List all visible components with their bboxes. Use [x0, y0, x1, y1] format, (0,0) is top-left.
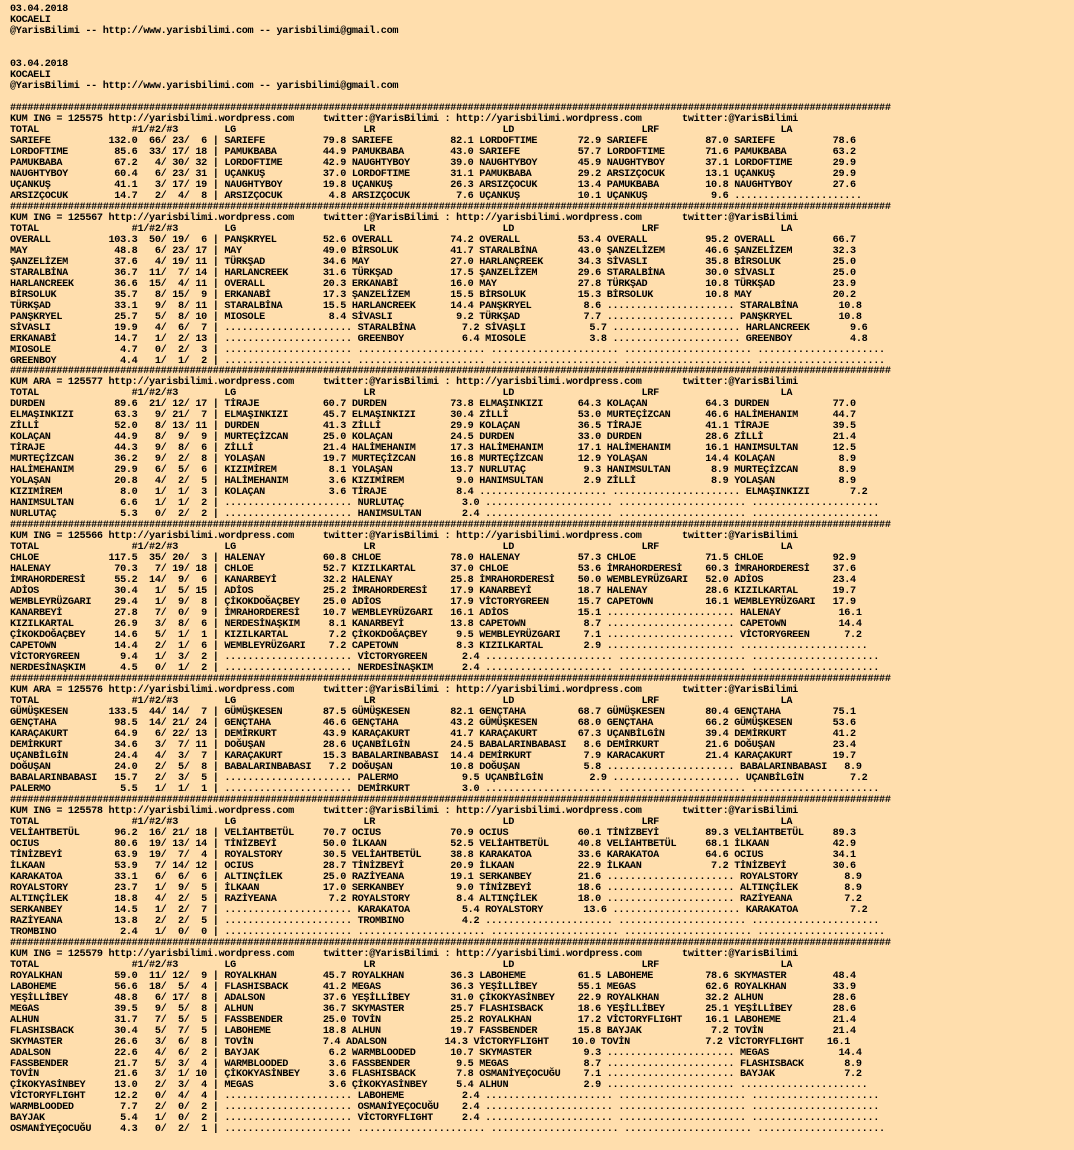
report-line: KARAÇAKURT 64.9 6/ 22/ 13 | DEMİRKURT 43.9 KARAÇAKURT 41.7 KARAÇAKURT 67.3 UÇANBİLGİN 39.4 DEMİRKURT 41.2 — [10, 728, 856, 740]
report-line: HARLANCREEK 36.6 15/ 4/ 11 | OVERALL 20.3 ERKANABİ 16.0 MAY 27.8 TÜRKŞAD 10.8 TÜRKŞAD 23.9 — [10, 278, 856, 290]
report-line: SKYMASTER 26.6 3/ 6/ 8 | TOVİN 7.4 ADALSON 14.3 VİCTORYFLIGHT 10.0 TOVİN 7.2 VİCTORYFLIGHT 16.1 — [10, 1036, 851, 1048]
report-line: 03.04.2018 — [10, 4, 68, 15]
report-line: KUM ING = 125575 http://yarisbilimi.wordpress.com twitter:@YarisBilimi : http://yarisbilimi.wordpress.com twitter:@YarisBilimi — [10, 113, 798, 125]
report-line: VİCTORYFLIGHT 12.2 0/ 4/ 4 | ...................... LABOHEME 2.4 ...................... ...................... ...................... — [10, 1091, 880, 1103]
report-line: ELMAŞINKIZI 63.3 9/ 21/ 7 | ELMAŞINKIZI 45.7 ELMAŞINKIZI 30.4 ZİLLİ 53.0 MURTEÇİZCAN 46.6 HALİMEHANIM 44.7 — [10, 410, 856, 422]
report-line: KUM ING = 125578 http://yarisbilimi.wordpress.com twitter:@YarisBilimi : http://yarisbilimi.wordpress.com twitter:@YarisBilimi — [10, 805, 798, 817]
report-line: PANŞKRYEL 25.7 5/ 8/ 10 | MIOSOLE 8.4 SİVASLI 9.2 TÜRKŞAD 7.7 ...................... PANŞKRYEL 10.8 — [10, 311, 862, 323]
report-line: TÜRKŞAD 33.1 9/ 8/ 11 | STARALBİNA 15.5 HARLANCREEK 14.4 PANŞKRYEL 8.6 ...................... STARALBİNA 10.8 — [10, 300, 862, 312]
report-line: ŞANZELİZEM 37.6 4/ 19/ 11 | TÜRKŞAD 34.6 MAY 27.0 HARLANÇREEK 34.3 SİVASLI 35.8 BİRSOLUK 25.0 — [10, 256, 856, 268]
report-line: @YarisBilimi -- http://www.yarisbilimi.com -- yarisbilimi@gmail.com — [10, 25, 399, 37]
report-line: TOTAL #1/#2/#3 LG LR LD LRF LA — [10, 124, 793, 136]
report-line: TOTAL #1/#2/#3 LG LR LD LRF LA — [10, 223, 793, 235]
report-line: HANIMSULTAN 6.6 1/ 1/ 2 | ...................... NURLUTAÇ 3.0 ...................... ...................... ...................... — [10, 498, 880, 510]
report-line: MAY 48.8 6/ 23/ 17 | MAY 49.0 BİRSOLUK 41.7 STARALBİNA 43.0 ŞANZELİZEM 46.6 ŞANZELİZEM 32.3 — [10, 245, 856, 257]
report-line: NERDESİNAŞKIM 4.5 0/ 1/ 2 | ...................... NERDESİNAŞKIM 2.4 ...................... ...................... ...................... — [10, 663, 880, 675]
report-line: DOĞUŞAN 24.0 2/ 5/ 8 | BABALARINBABASI 7.2 DOĞUŞAN 10.8 DOĞUŞAN 5.8 ...................... BABALARINBABASI 8.9 — [10, 761, 862, 773]
report-line — [10, 92, 1074, 103]
report-line: PALERMO 5.5 1/ 1/ 1 | ...................... DEMİRKURT 3.0 ...................... ...................... ...................... — [10, 783, 880, 795]
report-line: İLKAAN 53.9 7/ 14/ 12 | OCIUS 28.7 TİNİZBEYİ 20.9 İLKAAN 22.9 İLKAAN 7.2 TİNİZBEYİ 30.6 — [10, 860, 856, 872]
report-line: SERKANBEY 14.5 1/ 2/ 7 | ...................... KARAKATOA 5.4 ROYALSTORY 13.6 ...................... KARAKATOA 7.2 — [10, 904, 868, 916]
report-line: KANARBEYİ 27.8 7/ 0/ 9 | İMRAHORDERESİ 10.7 WEMBLEYRÜZGARI 16.1 ADİOS 15.1 ...................... HALENAY 16.1 — [10, 608, 862, 620]
report-line: BABALARINBABASI 15.7 2/ 3/ 5 | ...................... PALERMO 9.5 UÇANBİLGİN 2.9 ...................... UÇANBİLGİN 7.2 — [10, 772, 868, 784]
report-line: NAUGHTYBOY 60.4 6/ 23/ 31 | UÇANKUŞ 37.0 LORDOFTIME 31.1 PAMUKBABA 29.2 ARSIZÇOCUK 13.1 UÇANKUŞ 29.9 — [10, 168, 856, 180]
report-line: KUM ING = 125579 http://yarisbilimi.wordpress.com twitter:@YarisBilimi : http://yarisbilimi.wordpress.com twitter:@YarisBilimi — [10, 948, 798, 960]
report-line: KIZIMİREM 8.0 1/ 1/ 3 | KOLAÇAN 3.6 TİRAJE 8.4 ...................... ...................... ELMAŞINKIZI 7.2 — [10, 487, 868, 499]
report-line: BAYJAK 5.4 1/ 0/ 2 | ...................... VİCTORYFLIGHT 2.4 ...................... ...................... ...................... — [10, 1113, 880, 1125]
report-line: KARAKATOA 33.1 6/ 6/ 6 | ALTINÇİLEK 25.0 RAZİYEANA 19.1 SERKANBEY 21.6 ...................... ROYALSTORY 8.9 — [10, 871, 862, 883]
report-line: UÇANBİLGİN 24.4 4/ 3/ 7 | KARAÇAKURT 15.3 BABALARINBABASI 14.4 DEMİRKURT 7.9 KARACAKURT 21.4 KARAÇAKURT 19.7 — [10, 750, 856, 762]
report-line: MURTEÇİZCAN 36.2 9/ 2/ 8 | YOLAŞAN 19.7 MURTEÇİZCAN 16.8 MURTEÇİZCAN 12.9 YOLAŞAN 14.4 KOLAÇAN 8.9 — [10, 454, 856, 466]
report-line: ######################################################################################################################################################## — [10, 102, 891, 114]
report-line: DEMİRKURT 34.6 3/ 7/ 11 | DOĞUŞAN 28.6 UÇANBİLGİN 24.5 BABALARINBABASI 8.6 DEMİRKURT 21.6 DOĞUŞAN 23.4 — [10, 739, 856, 751]
report-line: ARSIZÇOCUK 14.7 2/ 4/ 8 | ARSIZÇOCUK 4.8 ARSIZÇOCUK 7.6 UÇANKUŞ 10.1 UÇANKUŞ 9.6 ...................... — [10, 190, 862, 202]
report-line: ROYALKHAN 59.0 11/ 12/ 9 | ROYALKHAN 45.7 ROYALKHAN 36.3 LABOHEME 61.5 LABOHEME 78.6 SKYMASTER 48.4 — [10, 970, 856, 982]
report-line: LABOHEME 56.6 18/ 5/ 4 | FLASHISBACK 41.2 MEGAS 36.3 YEŞİLLİBEY 55.1 MEGAS 62.6 ROYALKHAN 33.9 — [10, 981, 856, 993]
report-line: 03.04.2018 — [10, 58, 68, 70]
report-line: VELİAHTBETÜL 96.2 16/ 21/ 18 | VELİAHTBETÜL 70.7 OCIUS 70.9 OCIUS 60.1 TİNİZBEYİ 89.3 VELİAHTBETÜL 89.3 — [10, 827, 856, 839]
report-line: RAZİYEANA 13.8 2/ 2/ 5 | ...................... TROMBINO 4.2 ...................... ...................... ...................... — [10, 915, 880, 927]
report-line: TİNİZBEYİ 63.9 19/ 7/ 4 | ROYALSTORY 30.5 VELİAHTBETÜL 38.8 KARAKATOA 33.6 KARAKATOA 64.6 OCIUS 34.1 — [10, 849, 856, 861]
report-line: TROMBINO 2.4 1/ 0/ 0 | ...................... ...................... ...................... ...................... ...................... — [10, 926, 885, 938]
report-line: SİVASLI 19.9 4/ 6/ 7 | ...................... STARALBİNA 7.2 SİVAŞLI 5.7 ...................... HARLANCREEK 9.6 — [10, 322, 868, 334]
report-line: ADİOS 30.4 1/ 5/ 15 | ADİOS 25.2 İMRAHORDERESİ 17.9 KANARBEYİ 18.7 HALENAY 28.6 KIZILKARTAL 19.7 — [10, 586, 856, 598]
report-line: MEGAS 39.5 9/ 5/ 8 | ALHUN 36.7 SKYMASTER 25.7 FLASHISBACK 18.6 YEŞİLLİBEY 25.1 YEŞİLLİBEY 28.6 — [10, 1003, 856, 1015]
report-line: KUM ING = 125567 http://yarisbilimi.wordpress.com twitter:@YarisBilimi : http://yarisbilimi.wordpress.com twitter:@YarisBilimi — [10, 212, 798, 224]
report-line: WARMBLOODED 7.7 2/ 0/ 2 | ...................... OSMANİYEÇOCUĞU 2.4 ...................... ...................... ...................... — [10, 1102, 880, 1114]
report-line: HALİMEHANIM 29.9 6/ 5/ 6 | KIZIMİREM 8.1 YOLAŞAN 13.7 NURLUTAÇ 9.3 HANIMSULTAN 8.9 MURTEÇİZCAN 8.9 — [10, 465, 856, 477]
report-line: KUM ARA = 125577 http://yarisbilimi.wordpress.com twitter:@YarisBilimi : http://yarisbilimi.wordpress.com twitter:@YarisBilimi — [10, 377, 798, 389]
report-line: OCIUS 80.6 19/ 13/ 14 | TİNİZBEYİ 50.0 İLKAAN 52.5 VELİAHTBETÜL 40.8 VELİAHTBETÜL 68.1 İLKAAN 42.9 — [10, 838, 856, 850]
report-line: ######################################################################################################################################################## — [10, 937, 891, 949]
report-line: FLASHISBACK 30.4 5/ 7/ 5 | LABOHEME 18.8 ALHUN 19.7 FASSBENDER 15.8 BAYJAK 7.2 TOVİN 21.4 — [10, 1025, 856, 1037]
report-line: GÜMÜŞKESEN 133.5 44/ 14/ 7 | GÜMÜŞKESEN 87.5 GÜMÜŞKESEN 82.1 GENÇTAHA 68.7 GÜMÜŞKESEN 80.4 GENÇTAHA 75.1 — [10, 707, 856, 718]
report-line: UÇANKUŞ 41.1 3/ 17/ 19 | NAUGHTYBOY 19.8 UÇANKUŞ 26.3 ARSIZÇOCUK 13.4 PAMUKBABA 10.8 NAUGHTYBOY 27.6 — [10, 179, 856, 191]
report-line: STARALBİNA 36.7 11/ 7/ 14 | HARLANCREEK 31.6 TÜRKŞAD 17.5 ŞANZELİZEM 29.6 STARALBİNA 30.0 SİVASLI 25.0 — [10, 267, 856, 279]
report-line: ######################################################################################################################################################## — [10, 201, 891, 213]
report-line: ALTINÇİLEK 18.8 4/ 2/ 5 | RAZİYEANA 7.2 ROYALSTORY 8.4 ALTINÇİLEK 18.0 ...................... RAZİYEANA 7.2 — [10, 893, 862, 905]
report-line: HALENAY 70.3 7/ 19/ 18 | CHLOE 52.7 KIZILKARTAL 37.0 CHLOE 53.6 İMRAHORDERESİ 60.3 İMRAHORDERESİ 37.6 — [10, 564, 856, 576]
report-line: CAPETOWN 14.4 2/ 1/ 6 | WEMBLEYRÜZGARI 7.2 CAPETOWN 8.3 KIZILKARTAL 2.9 ...................... ...................... — [10, 641, 868, 653]
report-line: YEŞİLLİBEY 48.8 6/ 17/ 8 | ADALSON 37.6 YEŞİLLİBEY 31.0 ÇİKOKYASİNBEY 22.9 ROYALKHAN 32.2 ALHUN 28.6 — [10, 992, 856, 1004]
report-line: CHLOE 117.5 35/ 20/ 3 | HALENAY 60.8 CHLOE 78.0 HALENAY 57.3 CHLOE 71.5 CHLOE 92.9 — [10, 553, 856, 565]
report-line: ZİLLİ 52.0 8/ 13/ 11 | DURDEN 41.3 ZİLLİ 29.9 KOLAÇAN 36.5 TİRAJE 41.1 TİRAJE 39.5 — [10, 421, 856, 433]
report-line: TİRAJE 44.3 9/ 8/ 6 | ZİLLİ 21.4 HALİMEHANIM 17.3 HALİMEHANIM 17.1 HALİMEHANIM 16.1 HANIMSULTAN 12.5 — [10, 443, 856, 455]
report-line: ######################################################################################################################################################## — [10, 674, 891, 686]
report-line: WEMBLEYRÜZGARI 29.4 1/ 9/ 8 | ÇİKOKDOĞAÇBEY 25.0 ADİOS 17.9 VİCTORYGREEN 15.7 CAPETOWN 16.1 WEMBLEYRÜZGARI 17.9 — [10, 597, 856, 609]
report-line: ÇİKOKDOĞAÇBEY 14.6 5/ 1/ 1 | KIZILKARTAL 7.2 ÇİKOKDOĞAÇBEY 9.5 WEMBLEYRÜZGARI 7.1 ...................... VİCTORYGREEN 7.2 — [10, 630, 862, 642]
report-line: İMRAHORDERESİ 55.2 14/ 9/ 6 | KANARBEYİ 32.2 HALENAY 25.8 İMRAHORDERESİ 50.0 WEMBLEYRÜZGARI 52.0 ADİOS 23.4 — [10, 575, 856, 587]
report-line: KUM ARA = 125576 http://yarisbilimi.wordpress.com twitter:@YarisBilimi : http://yarisbilimi.wordpress.com twitter:@YarisBilimi — [10, 685, 798, 697]
report-line: YOLAŞAN 20.8 4/ 2/ 5 | HALİMEHANIM 3.6 KIZIMİREM 9.0 HANIMSULTAN 2.9 ZİLLİ 8.9 YOLAŞAN 8.9 — [10, 476, 856, 488]
report-line: ALHUN 31.7 7/ 5/ 5 | FASSBENDER 25.0 TOVİN 25.2 ROYALKHAN 17.2 VİCTORYFLIGHT 16.1 LABOHEME 21.4 — [10, 1014, 856, 1026]
report-line: TOTAL #1/#2/#3 LG LR LD LRF LA — [10, 542, 793, 554]
report-line: PAMUKBABA 67.2 4/ 30/ 32 | LORDOFTIME 42.9 NAUGHTYBOY 39.0 NAUGHTYBOY 45.9 NAUGHTYBOY 37.1 LORDOFTIME 29.9 — [10, 157, 856, 169]
report-line: GREENBOY 4.4 1/ 1/ 2 | ...................... ...................... ...................... ...................... ...................... — [10, 355, 885, 367]
report-line: KUM ING = 125566 http://yarisbilimi.wordpress.com twitter:@YarisBilimi : http://yarisbilimi.wordpress.com twitter:@YarisBilimi — [10, 531, 798, 543]
report-line: TOTAL #1/#2/#3 LG LR LD LRF LA — [10, 388, 793, 400]
report-line: TOTAL #1/#2/#3 LG LR LD LRF LA — [10, 959, 793, 971]
report-line — [10, 37, 1074, 48]
report-line: OSMANİYEÇOCUĞU 4.3 0/ 2/ 1 | ...................... ...................... ...................... ...................... ...................... — [10, 1124, 885, 1136]
report-line: ERKANABİ 14.7 1/ 2/ 13 | ...................... GREENBOY 6.4 MIOSOLE 3.8 ...................... GREENBOY 4.8 — [10, 333, 868, 345]
report-line: FASSBENDER 21.7 5/ 3/ 4 | WARMBLOODED 3.6 FASSBENDER 9.5 MEGAS 8.7 ...................... FLASHISBACK 8.9 — [10, 1058, 862, 1070]
report-line: KIZILKARTAL 26.9 3/ 8/ 6 | NERDESİNAŞKIM 8.1 KANARBEYİ 13.8 CAPETOWN 8.7 ...................... CAPETOWN 14.4 — [10, 619, 862, 631]
report-line: KOCAELI — [10, 69, 51, 81]
report-line: @YarisBilimi -- http://www.yarisbilimi.com -- yarisbilimi@gmail.com — [10, 80, 399, 92]
report-line — [10, 48, 1074, 59]
report-line: ######################################################################################################################################################## — [10, 794, 891, 806]
report-line: ADALSON 22.6 4/ 6/ 2 | BAYJAK 6.2 WARMBLOODED 10.7 SKYMASTER 9.3 ...................... MEGAS 14.4 — [10, 1047, 862, 1059]
report-line: KOCAELI — [10, 14, 51, 26]
report-line: ÇİKOKYASİNBEY 13.0 2/ 3/ 4 | MEGAS 3.6 ÇİKOKYASİNBEY 5.4 ALHUN 2.9 ...................... ...................... — [10, 1080, 868, 1092]
report-line: TOVİN 21.6 3/ 1/ 10 | ÇİKOKYASİNBEY 3.6 FLASHISBACK 7.8 OSMANİYEÇOCUĞU 7.1 ...................... BAYJAK 7.2 — [10, 1069, 862, 1081]
report-line: ######################################################################################################################################################## — [10, 520, 891, 532]
report-line: ROYALSTORY 23.7 1/ 9/ 5 | İLKAAN 17.0 SERKANBEY 9.0 TİNİZBEYİ 18.6 ...................... ALTINÇİLEK 8.9 — [10, 882, 862, 894]
report-line: VİCTORYGREEN 9.4 1/ 3/ 2 | ...................... VİCTORYGREEN 2.4 ...................... ...................... ...................... — [10, 652, 880, 664]
report-line: DURDEN 89.6 21/ 12/ 17 | TİRAJE 60.7 DURDEN 73.8 ELMAŞINKIZI 64.3 KOLAÇAN 64.3 DURDEN 77.0 — [10, 399, 856, 411]
report-line: OVERALL 103.3 50/ 19/ 6 | PANŞKRYEL 52.6 OVERALL 74.2 OVERALL 53.4 OVERALL 95.2 OVERALL 66.7 — [10, 234, 856, 246]
report-line: MIOSOLE 4.7 0/ 2/ 3 | ...................... ...................... ...................... ...................... ...................... — [10, 344, 885, 356]
report-line: KOLAÇAN 44.9 8/ 9/ 9 | MURTEÇİZCAN 25.0 KOLAÇAN 24.5 DURDEN 33.0 DURDEN 28.6 ZİLLİ 21.4 — [10, 432, 856, 444]
report-line: TOTAL #1/#2/#3 LG LR LD LRF LA — [10, 816, 793, 828]
report-line: TOTAL #1/#2/#3 LG LR LD LRF LA — [10, 696, 793, 708]
report-line: ######################################################################################################################################################## — [10, 366, 891, 378]
report-line: NURLUTAÇ 5.3 0/ 2/ 2 | ...................... HANIMSULTAN 2.4 ...................... ...................... ...................... — [10, 509, 880, 521]
report-line: GENÇTAHA 98.5 14/ 21/ 24 | GENÇTAHA 46.6 GENÇTAHA 43.2 GÜMÜŞKESEN 68.0 GENÇTAHA 66.2 GÜMÜŞKESEN 53.6 — [10, 717, 856, 729]
report-line: LORDOFTIME 85.6 33/ 17/ 18 | PAMUKBABA 44.9 PAMUKBABA 43.0 SARIEFE 57.7 LORDOFTIME 71.6 PAMUKBABA 63.2 — [10, 146, 856, 158]
report-line: SARIEFE 132.0 66/ 23/ 6 | SARIEFE 79.8 SARIEFE 82.1 LORDOFTIME 72.9 SARIEFE 87.0 SARIEFE 78.6 — [10, 135, 856, 147]
report-line: BİRSOLUK 35.7 8/ 15/ 9 | ERKANABİ 17.3 ŞANZELİZEM 15.5 BİRSOLUK 15.3 BİRSOLUK 10.8 MAY 20.2 — [10, 289, 856, 301]
